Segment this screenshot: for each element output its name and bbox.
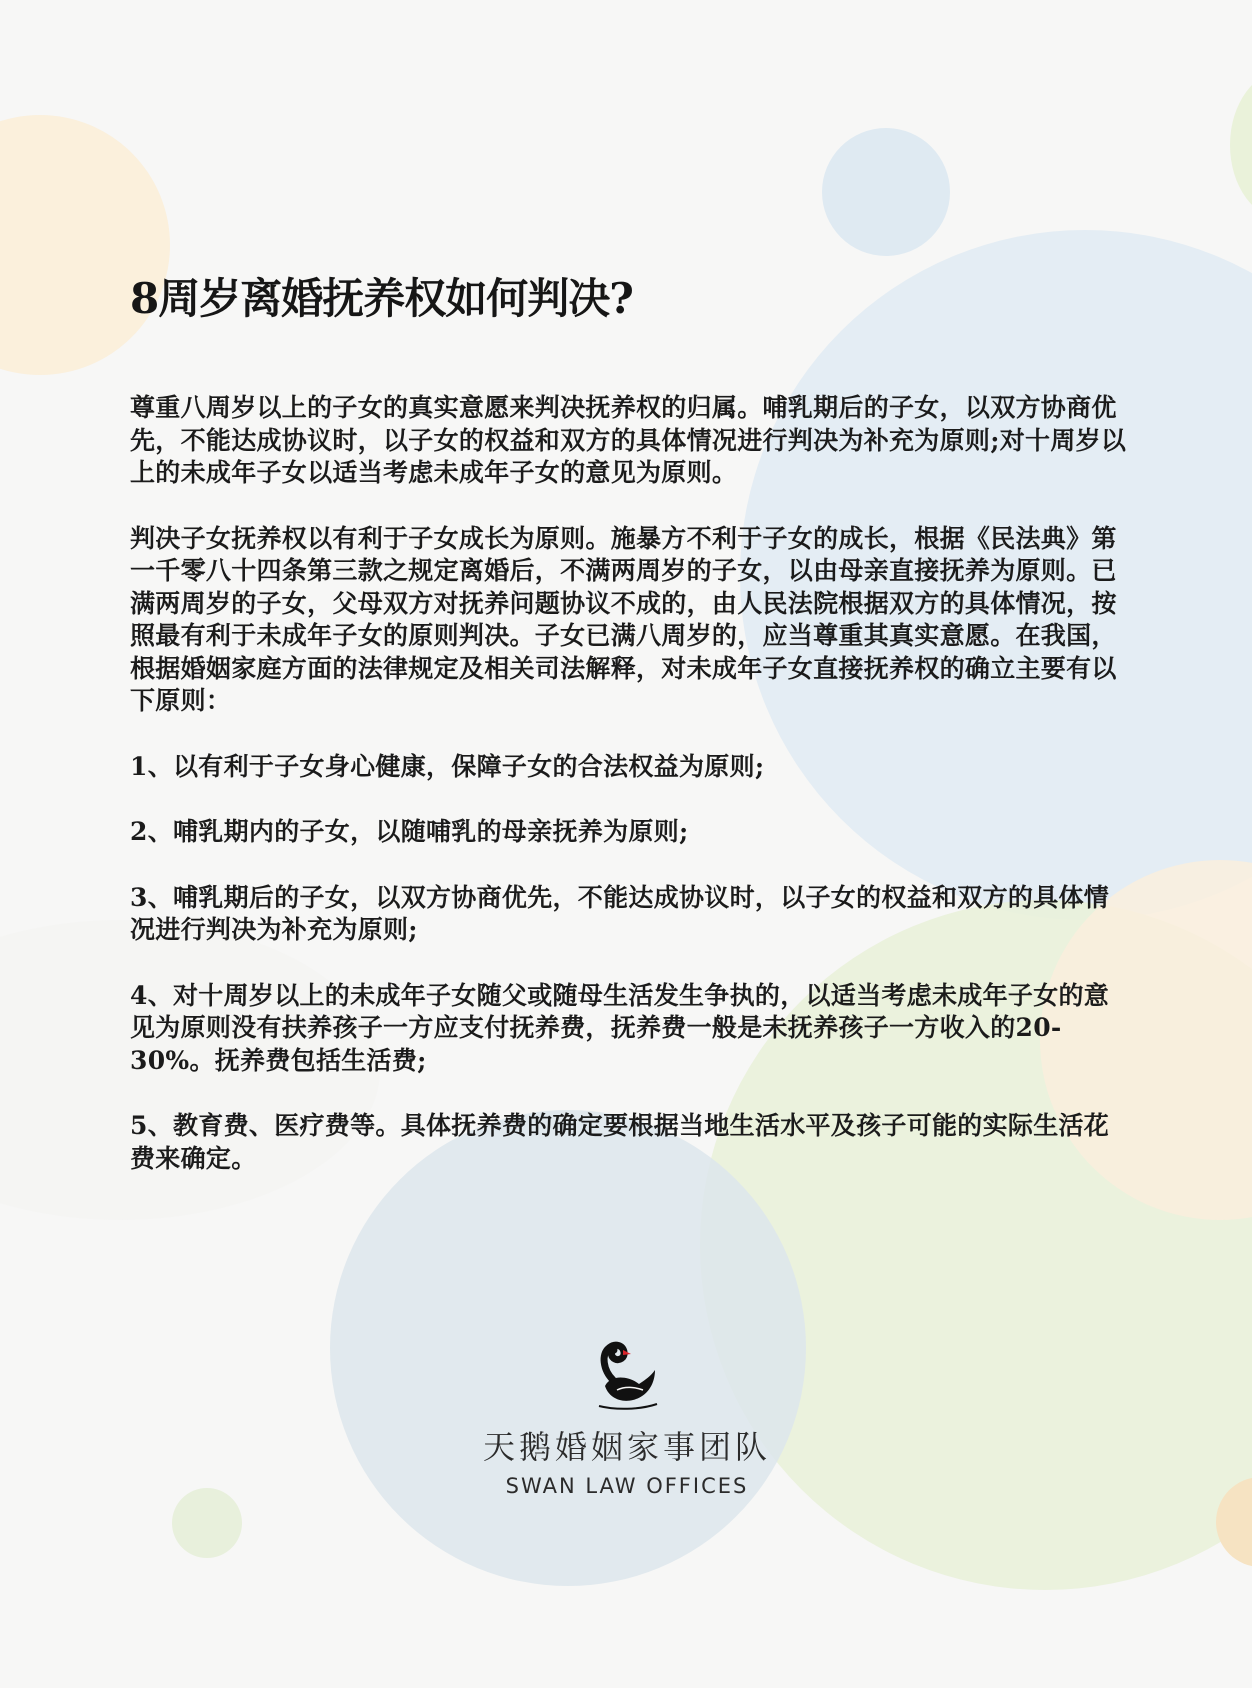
brand-logo (472, 1340, 782, 1498)
principle-item: 3、哺乳期后的子女，以双方协商优先，不能达成协议时，以子女的权益和双方的具体情况进行判决为补充为原则; (130, 882, 1110, 944)
article-title: 8周岁离婚抚养权如何判决? (130, 274, 633, 323)
article (130, 270, 1130, 1175)
principle-item: 4、对十周岁以上的未成年子女随父或随母生活发生争执的，以适当考虑未成年子女的意见为原则没有扶养孩子一方应支付抚养费，抚养费一般是未抚养孩子一方收入的20-30%。抚养费包括生活费; (130, 980, 1110, 1075)
logo-name-en: SWAN LAW OFFICES (505, 1474, 749, 1498)
principle-item: 5、教育费、医疗费等。具体抚养费的确定要根据当地生活水平及孩子可能的实际生活花费来确定。 (130, 1111, 1110, 1173)
black-swan-icon (595, 1340, 659, 1412)
background-bubble (172, 1488, 242, 1558)
background-bubble (1230, 70, 1252, 220)
background-bubble (822, 128, 950, 256)
article-paragraph: 判决子女抚养权以有利于子女成长为原则。施暴方不利于子女的成长，根据《民法典》第一千零八十四条第三款之规定离婚后，不满两周岁的子女，以由母亲直接抚养为原则。已满两周岁的子女，父母双方对抚养问题协议不成的，由人民法院根据双方的具体情况，按照最有利于未成年子女的原则判决。子女已满八周岁的，应当尊重其真实意愿。在我国，根据婚姻家庭方面的法律规定及相关司法解释，对未成年子女直接抚养权的确立主要有以下原则： (130, 523, 1117, 715)
article-paragraph: 尊重八周岁以上的子女的真实意愿来判决抚养权的归属。哺乳期后的子女，以双方协商优先，不能达成协议时，以子女的权益和双方的具体情况进行判决为补充为原则;对十周岁以上的未成年子女以适当考虑未成年子女的意见为原则。 (130, 393, 1127, 487)
principle-item: 2、哺乳期内的子女，以随哺乳的母亲抚养为原则; (130, 817, 689, 846)
logo-name-cn: 天鹅婚姻家事团队 (482, 1428, 771, 1466)
principle-item: 1、以有利于子女身心健康，保障子女的合法权益为原则; (130, 751, 765, 781)
